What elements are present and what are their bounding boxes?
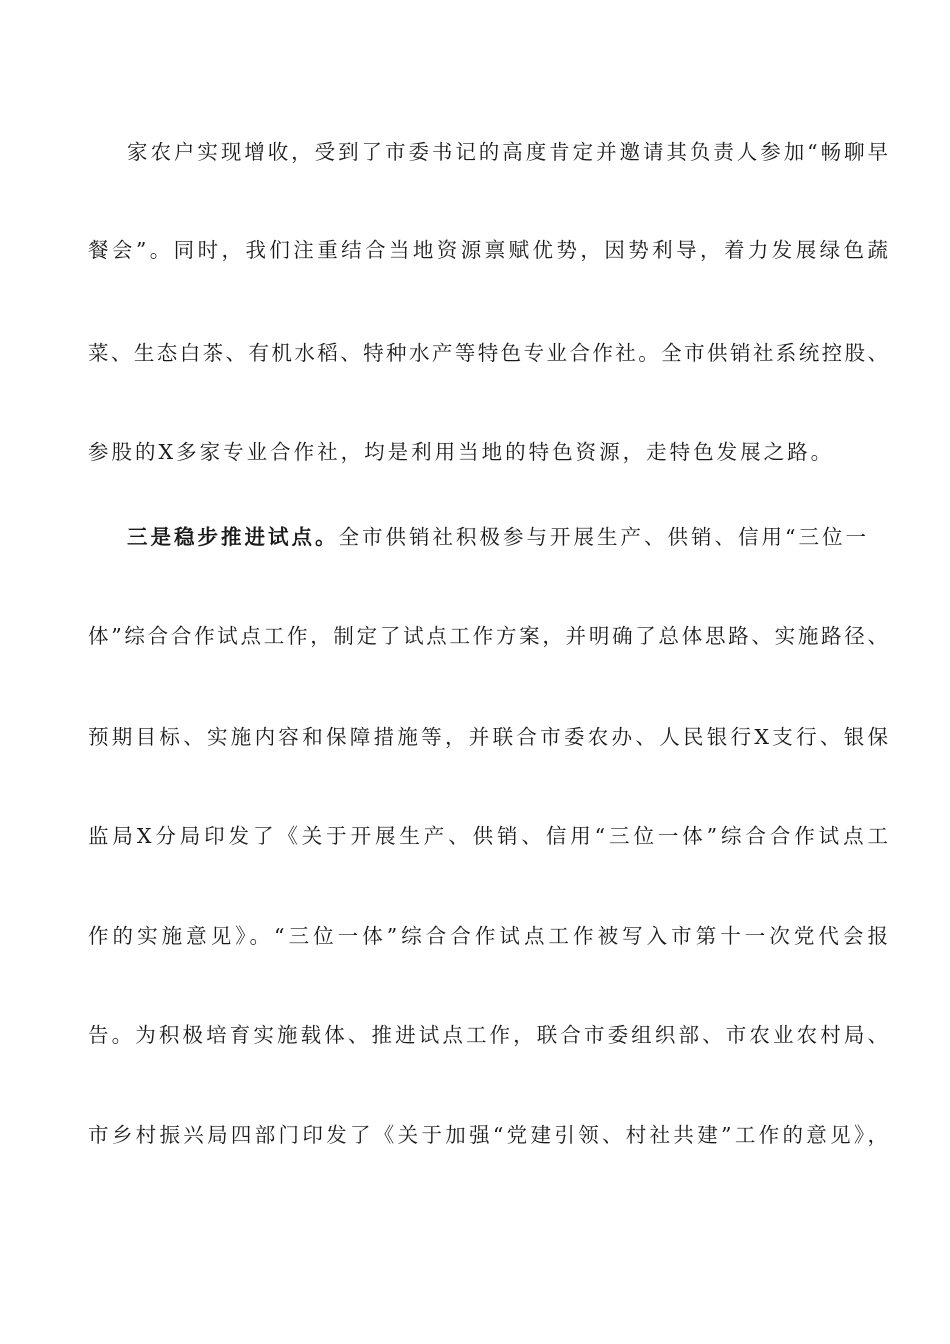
paragraph-line: 餐会”。同时，我们注重结合当地资源禀赋优势，因势利导，着力发展绿色蔬: [88, 238, 888, 262]
paragraph-line: [127, 517, 888, 557]
paragraph-line: 预期目标、实施内容和保障措施等，并联合市委农办、人民银行X支行、银保: [88, 725, 888, 749]
section-heading: 三是稳步推进试点。: [127, 525, 339, 549]
paragraph-line: 家农户实现增收，受到了市委书记的高度肯定并邀请其负责人参加“畅聊早: [127, 140, 888, 164]
paragraph-line: 菜、生态白茶、有机水稻、特种水产等特色专业合作社。全市供销社系统控股、: [88, 341, 888, 365]
paragraph-line: 体”综合合作试点工作，制定了试点工作方案，并明确了总体思路、实施路径、: [88, 624, 888, 648]
paragraph-line: 参股的X多家专业合作社，均是利用当地的特色资源，走特色发展之路。: [88, 440, 835, 464]
paragraph-text: 全市供销社积极参与开展生产、供销、信用“三位一: [338, 525, 869, 549]
paragraph-line: 监局X分局印发了《关于开展生产、供销、信用“三位一体”综合合作试点工: [88, 824, 888, 848]
paragraph-line: 市乡村振兴局四部门印发了《关于加强“党建引领、村社共建”工作的意见》，: [88, 1123, 888, 1147]
paragraph-line: 告。为积极培育实施载体、推进试点工作，联合市委组织部、市农业农村局、: [88, 1023, 888, 1047]
paragraph-line: 作的实施意见》。“三位一体”综合合作试点工作被写入市第十一次党代会报: [88, 924, 888, 948]
